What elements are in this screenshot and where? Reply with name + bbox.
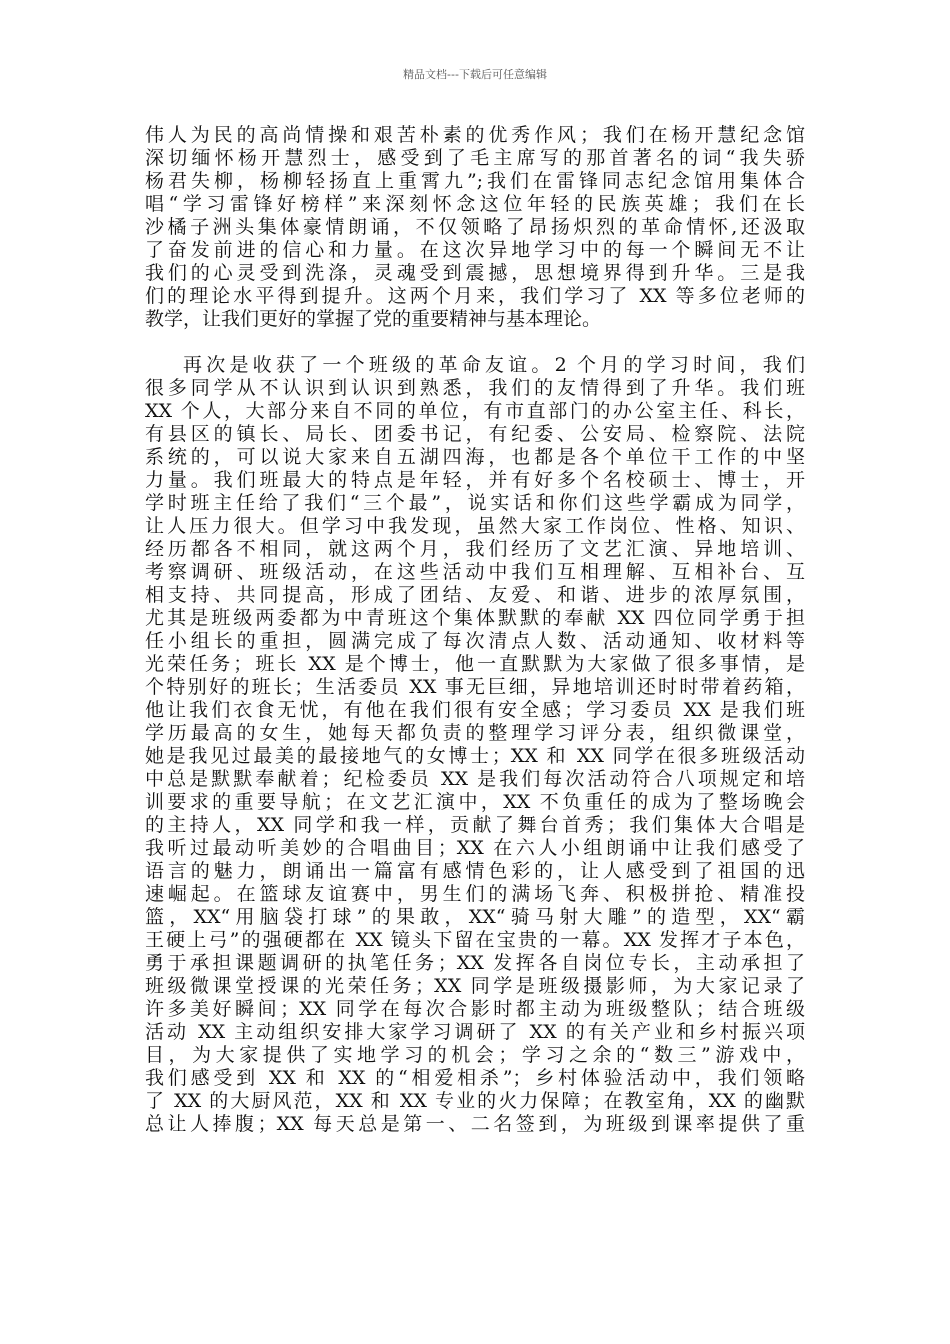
- text-line: 速崛起。在篮球友谊赛中，男生们的满场飞奔、积极拼抢、精准投: [145, 883, 805, 905]
- text-line: 王硬上弓”的强硬都在 XX 镜头下留在宝贵的一幕。XX 发挥才子本色，: [145, 929, 805, 951]
- text-line: 了 XX 的大厨风范，XX 和 XX 专业的火力保障；在教室角，XX 的幽默: [145, 1090, 805, 1112]
- text-line: 目，为大家提供了实地学习的机会；学习之余的“数三”游戏中，: [145, 1044, 805, 1066]
- text-line: 考察调研、班级活动，在这些活动中我们互相理解、互相补台、互: [145, 561, 805, 583]
- text-line: 有县区的镇长、局长、团委书记，有纪委、公安局、检察院、法院: [145, 423, 805, 445]
- text-line: 让人压力很大。但学习中我发现，虽然大家工作岗位、性格、知识、: [145, 515, 805, 537]
- text-line: 深切缅怀杨开慧烈士，感受到了毛主席写的那首著名的词“我失骄: [145, 147, 805, 169]
- text-line: 我听过最动听美妙的合唱曲目；XX 在六人小组朗诵中让我们感受了: [145, 837, 805, 859]
- text-line: 个特别好的班长；生活委员 XX 事无巨细，异地培训还时时带着药箱，: [145, 676, 805, 698]
- text-line: 经历都各不相同，就这两个月，我们经历了文艺汇演、异地培训、: [145, 538, 805, 560]
- text-line: 任小组长的重担，圆满完成了每次清点人数、活动通知、收材料等: [145, 630, 805, 652]
- text-line: XX 个人，大部分来自不同的单位，有市直部门的办公室主任、科长，: [145, 400, 805, 422]
- text-line: 篮，XX“用脑袋打球”的果敢，XX“骑马射大雕”的造型，XX“霸: [145, 906, 805, 928]
- text-line: 唱“学习雷锋好榜样”来深刻怀念这位年轻的民族英雄；我们在长: [145, 193, 805, 215]
- text-line: 活动 XX 主动组织安排大家学习调研了 XX 的有关产业和乡村振兴项: [145, 1021, 805, 1043]
- text-line: 们的理论水平得到提升。这两个月来，我们学习了 XX 等多位老师的: [145, 285, 805, 307]
- document-body: [145, 124, 805, 1136]
- text-line: 系统的，可以说大家来自五湖四海，也都是各个单位干工作的中坚: [145, 446, 805, 468]
- text-line: 光荣任务；班长 XX 是个博士，他一直默默为大家做了很多事情，是: [145, 653, 805, 675]
- text-line: 训要求的重要导航；在文艺汇演中，XX 不负重任的成为了整场晚会: [145, 791, 805, 813]
- text-line: 了奋发前进的信心和力量。在这次异地学习中的每一个瞬间无不让: [145, 239, 805, 261]
- text-line: 学时班主任给了我们“三个最”，说实话和你们这些学霸成为同学，: [145, 492, 805, 514]
- text-line: 我们的心灵受到洗涤，灵魂受到震撼，思想境界得到升华。三是我: [145, 262, 805, 284]
- text-line: 她是我见过最美的最接地气的女博士；XX 和 XX 同学在很多班级活动: [145, 745, 805, 767]
- text-line: 力量。我们班最大的特点是年轻，并有好多个名校硕士、博士，开: [145, 469, 805, 491]
- text-line: 勇于承担课题调研的执笔任务；XX 发挥各自岗位专长，主动承担了: [145, 952, 805, 974]
- text-line: 很多同学从不认识到认识到熟悉，我们的友情得到了升华。我们班: [145, 377, 805, 399]
- page-header: 精品文档---下载后可任意编辑: [403, 68, 547, 81]
- text-line: 许多美好瞬间；XX 同学在每次合影时都主动为班级整队；结合班级: [145, 998, 805, 1020]
- text-line: 语言的魅力，朗诵出一篇富有感情色彩的，让人感受到了祖国的迅: [145, 860, 805, 882]
- text-line: 学历最高的女生，她每天都负责的整理学习评分表，组织微课堂，: [145, 722, 805, 744]
- paragraph-spacer: [145, 331, 805, 354]
- text-line: 尤其是班级两委都为中青班这个集体默默的奉献 XX 四位同学勇于担: [145, 607, 805, 629]
- text-line: 班级微课堂授课的光荣任务；XX 同学是班级摄影师，为大家记录了: [145, 975, 805, 997]
- paragraph-1: [145, 124, 805, 331]
- text-line: 总让人捧腹；XX 每天总是第一、二名签到，为班级到课率提供了重: [145, 1113, 805, 1135]
- text-line: 杨君失柳，杨柳轻扬直上重霄九”;我们在雷锋同志纪念馆用集体合: [145, 170, 805, 192]
- text-line: 伟人为民的高尚情操和艰苦朴素的优秀作风；我们在杨开慧纪念馆: [145, 124, 805, 146]
- text-line: 相支持、共同提高，形成了团结、友爱、和谐、进步的浓厚氛围，: [145, 584, 805, 606]
- text-line: 他让我们衣食无忧，有他在我们很有安全感；学习委员 XX 是我们班: [145, 699, 805, 721]
- text-line: 我们感受到 XX 和 XX 的“相爱相杀”；乡村体验活动中，我们领略: [145, 1067, 805, 1089]
- text-line: 中总是默默奉献着；纪检委员 XX 是我们每次活动符合八项规定和培: [145, 768, 805, 790]
- text-line: 再次是收获了一个班级的革命友谊。2 个月的学习时间，我们: [183, 354, 805, 376]
- paragraph-2: [145, 354, 805, 1136]
- text-line: 沙橘子洲头集体豪情朗诵，不仅领略了昂扬炽烈的革命情怀,还汲取: [145, 216, 805, 238]
- text-line: 的主持人，XX 同学和我一样，贡献了舞台首秀；我们集体大合唱是: [145, 814, 805, 836]
- text-line: 教学，让我们更好的掌握了党的重要精神与基本理论。: [145, 308, 602, 330]
